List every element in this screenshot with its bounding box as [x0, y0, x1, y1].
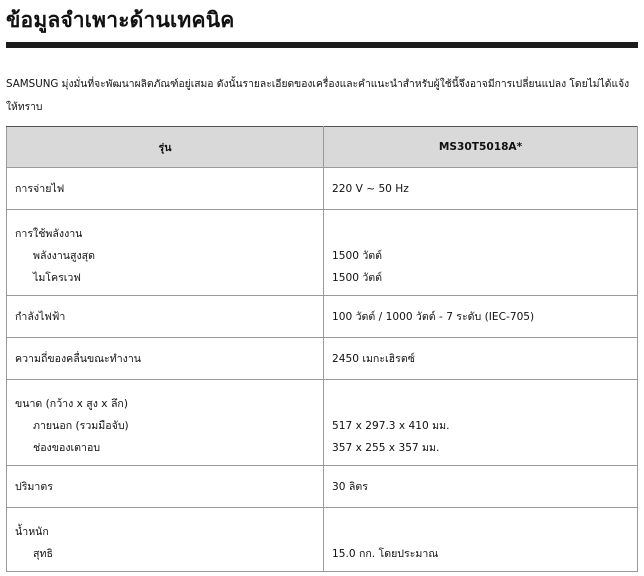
volume-value: 30 ลิตร [324, 466, 638, 508]
cavity-dimensions-label: ช่องของเตาอบ [33, 442, 101, 454]
title-divider [6, 42, 638, 48]
outside-dimensions-value: 517 x 297.3 x 410 มม. [332, 420, 450, 432]
net-weight-value: 15.0 กก. โดยประมาณ [332, 548, 439, 560]
dimensions-labels [7, 380, 324, 466]
max-power-label: พลังงานสูงสุด [33, 250, 95, 262]
power-consumption-labels [7, 210, 324, 296]
weight-labels [7, 508, 324, 572]
row-frequency [7, 338, 638, 380]
row-dimensions [7, 380, 638, 466]
table-header-row [7, 127, 638, 168]
dimensions-label: ขนาด (กว้าง x สูง x ลึก) [15, 398, 128, 410]
row-power-consumption [7, 210, 638, 296]
row-volume [7, 466, 638, 508]
output-power-value: 100 วัตต์ / 1000 วัตต์ - 7 ระดับ (IEC-705) [324, 296, 638, 338]
row-power-supply [7, 168, 638, 210]
intro-paragraph: SAMSUNG มุ่งมั่นที่จะพัฒนาผลิตภัณฑ์อยู่เสมอ ดังนั้นรายละเอียดของเครื่องและคำแนะนำสำหรับผู้ใช้นี้จึงอาจมีการเปลี่ยนแปลง โดยไม่ได้แจ้งให้ทราบ [6, 78, 630, 113]
power-supply-value: 220 V ~ 50 Hz [324, 168, 638, 210]
row-weight [7, 508, 638, 572]
microwave-power-label: ไมโครเวฟ [33, 272, 81, 284]
spec-table [6, 126, 638, 572]
microwave-power-value: 1500 วัตต์ [332, 272, 383, 284]
power-supply-label: การจ่ายไฟ [7, 168, 324, 210]
max-power-value: 1500 วัตต์ [332, 250, 383, 262]
row-output-power [7, 296, 638, 338]
header-model-label: รุ่น [7, 127, 324, 168]
frequency-value: 2450 เมกะเฮิรตซ์ [324, 338, 638, 380]
output-power-label: กำลังไฟฟ้า [7, 296, 324, 338]
cavity-dimensions-value: 357 x 255 x 357 มม. [332, 442, 440, 454]
dimensions-values [324, 380, 638, 466]
volume-label: ปริมาตร [7, 466, 324, 508]
weight-values [324, 508, 638, 572]
weight-label: น้ำหนัก [15, 526, 49, 538]
header-model-value: MS30T5018A* [324, 127, 638, 168]
net-weight-label: สุทธิ [33, 548, 53, 560]
power-consumption-label: การใช้พลังงาน [15, 228, 83, 240]
frequency-label: ความถี่ของคลื่นขณะทำงาน [7, 338, 324, 380]
power-consumption-values [324, 210, 638, 296]
page-title: ข้อมูลจำเพาะด้านเทคนิค [6, 8, 235, 32]
outside-dimensions-label: ภายนอก (รวมมือจับ) [33, 420, 129, 432]
